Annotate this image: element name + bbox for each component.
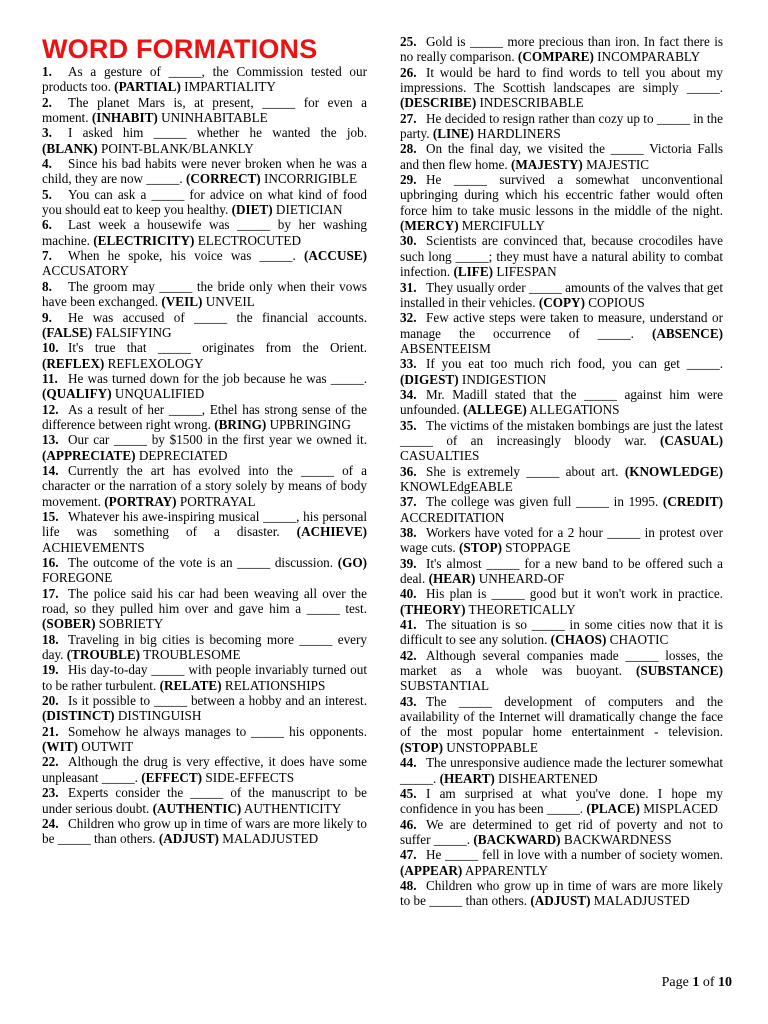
item-cue-word: (COPY) (538, 294, 585, 310)
exercise-item (42, 463, 367, 509)
page-title: WORD FORMATIONS (42, 34, 318, 64)
item-sentence: The college was given full _____ in 1995. (426, 494, 659, 510)
item-cue-word: (SOBER) (42, 616, 96, 632)
item-number: 5. (42, 186, 52, 202)
exercise-item (42, 156, 367, 187)
exercise-item (42, 279, 367, 310)
item-cue-word: (RELATE) (159, 677, 222, 693)
item-sentence: Gold is _____ more precious than iron. In fact there is no really comparison. (400, 34, 723, 65)
item-number: 19. (42, 662, 59, 678)
item-answer: APPARENTLY (464, 862, 549, 878)
exercise-item (400, 494, 723, 525)
item-answer: RELATIONSHIPS (224, 677, 326, 693)
item-sentence: She is extremely _____ about art. (426, 463, 619, 479)
item-sentence: He was accused of _____ the financial accounts. (68, 309, 367, 325)
item-cue-word: (LIFE) (453, 264, 494, 280)
exercise-item (42, 586, 367, 632)
left-column (42, 64, 367, 847)
item-number: 18. (42, 631, 59, 647)
item-sentence: They usually order _____ amounts of the valves that get installed in their vehicles. (400, 279, 724, 310)
right-column (400, 34, 723, 909)
item-sentence: When he spoke, his voice was _____. (68, 248, 296, 264)
item-number: 33. (400, 356, 417, 372)
item-cue-word: (BRING) (214, 416, 267, 432)
item-sentence: Currently the art has evolved into the _____ of a character or the narration of a story solely by means of body movement. (42, 462, 367, 509)
item-number: 31. (400, 279, 417, 295)
item-number: 3. (42, 125, 52, 141)
item-cue-word: (ELECTRICITY) (93, 232, 195, 248)
item-number: 44. (400, 755, 417, 771)
item-answer: UNHEARD-OF (478, 571, 565, 587)
item-sentence: You can ask a _____ for advice on what kind of food you should eat to keep you healthy. (42, 186, 367, 218)
item-answer: LIFESPAN (496, 264, 557, 280)
item-sentence: Scientists are convinced that, because crocodiles have such long _____; they must have a natural ability to combat infection. (400, 233, 723, 280)
item-answer: MERCIFULLY (461, 218, 545, 234)
item-number: 35. (400, 417, 417, 433)
exercise-item (42, 662, 367, 693)
item-answer: POINT-BLANK/BLANKLY (100, 140, 254, 156)
item-number: 10. (42, 340, 59, 356)
exercise-item (42, 509, 367, 555)
item-answer: STOPPAGE (505, 540, 571, 556)
exercise-item (42, 632, 367, 663)
item-answer: MALADJUSTED (222, 831, 319, 847)
item-answer: MALADJUSTED (593, 893, 690, 909)
exercise-item (400, 556, 723, 587)
exercise-item (42, 310, 367, 341)
item-sentence: Whatever his awe-inspiring musical _____, his personal life was something of a disaster. (42, 508, 367, 540)
item-sentence: Traveling in big cities is becoming more _____ every day. (42, 631, 367, 663)
item-sentence: Experts consider the _____ of the manuscript to be under serious doubt. (42, 785, 367, 816)
item-number: 4. (42, 156, 52, 172)
exercise-item (42, 371, 367, 402)
item-cue-word: (APPRECIATE) (42, 447, 136, 463)
exercise-item (42, 402, 367, 433)
exercise-item (42, 125, 367, 156)
item-number: 20. (42, 693, 59, 709)
item-answer: DEPRECIATED (138, 447, 228, 463)
item-cue-word: (EFFECT) (141, 769, 203, 785)
exercise-item (42, 555, 367, 586)
exercise-item (42, 217, 367, 248)
item-answer: INCORRIGIBLE (263, 171, 358, 187)
item-cue-word: (CASUAL) (659, 432, 723, 448)
item-sentence: Mr. Madill stated that the _____ against him were unfounded. (400, 386, 723, 418)
exercise-item (42, 95, 367, 126)
item-answer: SIDE-EFFECTS (205, 769, 295, 785)
item-sentence: If you eat too much rich food, you can get _____. (426, 356, 723, 372)
of-word: of (702, 975, 715, 990)
item-answer: UNQUALIFIED (114, 386, 205, 402)
item-sentence: It's true that _____ originates from the Orient. (68, 340, 367, 356)
item-answer: ACHIEVEMENTS (42, 539, 145, 555)
item-answer: BACKWARDNESS (563, 831, 672, 847)
item-number: 21. (42, 723, 59, 739)
item-cue-word: (THEORY) (400, 601, 466, 617)
item-cue-word: (TROUBLE) (66, 647, 141, 663)
item-answer: MISPLACED (643, 801, 718, 817)
item-sentence: As a gesture of _____, the Commission tested our products too. (42, 64, 367, 95)
item-number: 13. (42, 432, 59, 448)
item-answer: INDESCRIBABLE (479, 95, 584, 111)
item-answer: CHAOTIC (609, 632, 669, 648)
item-answer: UNSTOPPABLE (446, 739, 538, 755)
item-cue-word: (PORTRAY) (104, 493, 177, 509)
item-answer: ALLEGATIONS (529, 402, 620, 418)
item-answer: INCOMPARABLY (597, 49, 701, 65)
item-answer: THEORETICALLY (468, 601, 576, 617)
item-number: 28. (400, 141, 417, 157)
item-number: 22. (42, 754, 59, 770)
item-cue-word: (QUALIFY) (42, 386, 112, 402)
item-sentence: Our car _____ by $1500 in the first year we owned it. (68, 432, 367, 448)
item-sentence: Children who grow up in time of wars are more likely to be _____ than others. (42, 815, 367, 847)
exercise-item (400, 65, 723, 111)
item-answer: HARDLINERS (477, 126, 561, 142)
item-sentence: Although several companies made _____ losses, the market as a whole was buoyant. (400, 647, 723, 679)
item-sentence: On the final day, we visited the _____ Victoria Falls and then flew home. (400, 141, 723, 172)
item-sentence: The outcome of the vote is an _____ discussion. (68, 555, 334, 570)
item-cue-word: (CHAOS) (550, 632, 607, 648)
item-cue-word: (ADJUST) (530, 893, 591, 909)
exercise-item (42, 785, 367, 816)
item-answer: REFLEXOLOGY (107, 355, 204, 371)
item-cue-word: (ACHIEVE) (296, 524, 368, 540)
item-cue-word: (DESCRIBE) (400, 95, 477, 111)
item-number: 37. (400, 494, 417, 510)
item-answer: INDIGESTION (461, 371, 547, 387)
exercise-item (42, 187, 367, 218)
item-sentence: Since his bad habits were never broken when he was a child, they are now _____. (42, 156, 367, 187)
item-cue-word: (DIET) (231, 202, 273, 218)
item-cue-word: (GO) (337, 555, 367, 570)
item-number: 45. (400, 785, 417, 801)
item-cue-word: (APPEAR) (400, 862, 463, 878)
item-cue-word: (KNOWLEDGE) (624, 463, 723, 479)
exercise-item (400, 617, 723, 648)
item-sentence: It would be hard to find words to tell you about my impressions. The Scottish landscapes are simply _____. (400, 64, 723, 96)
item-number: 40. (400, 586, 417, 602)
item-cue-word: (LINE) (432, 126, 474, 142)
exercise-item (400, 464, 723, 495)
exercise-item (400, 387, 723, 418)
exercise-item (400, 648, 723, 694)
item-cue-word: (COMPARE) (517, 49, 594, 65)
exercise-item (400, 786, 723, 817)
item-number: 29. (400, 172, 417, 188)
item-sentence: The unresponsive audience made the lecturer somewhat _____. (400, 755, 723, 786)
exercise-item (400, 694, 723, 755)
exercise-item (400, 847, 723, 878)
item-number: 36. (400, 463, 417, 479)
item-sentence: The victims of the mistaken bombings are just the latest _____ of an increasingly bloody war. (400, 417, 723, 448)
item-cue-word: (CORRECT) (185, 171, 261, 187)
exercise-item (400, 356, 723, 387)
item-number: 39. (400, 555, 417, 571)
item-cue-word: (CREDIT) (662, 494, 723, 510)
item-cue-word: (ADJUST) (158, 831, 219, 847)
exercise-item (400, 172, 723, 233)
page-total: 10 (718, 975, 732, 990)
item-cue-word: (BACKWARD) (473, 831, 561, 847)
exercise-item (42, 693, 367, 724)
item-answer: FOREGONE (42, 570, 113, 586)
item-answer: MAJESTIC (586, 156, 650, 172)
item-number: 17. (42, 585, 59, 601)
exercise-item (400, 817, 723, 848)
item-answer: ACCUSATORY (42, 263, 129, 279)
item-number: 42. (400, 647, 417, 663)
item-answer: UNINHABITABLE (161, 110, 268, 126)
item-number: 11. (42, 370, 58, 386)
item-answer: PORTRAYAL (179, 493, 256, 509)
item-answer: ELECTROCUTED (197, 232, 301, 248)
item-sentence: Although the drug is very effective, it does have some unpleasant _____. (42, 754, 367, 785)
exercise-item (400, 525, 723, 556)
exercise-item (400, 755, 723, 786)
item-number: 38. (400, 525, 417, 540)
item-sentence: His plan is _____ good but it won't work in practice. (426, 586, 723, 602)
exercise-item (42, 816, 367, 847)
page-current: 1 (692, 975, 700, 990)
exercise-item (400, 280, 723, 311)
item-answer: DISTINGUISH (117, 708, 202, 724)
item-number: 8. (42, 278, 52, 294)
item-sentence: As a result of her _____, Ethel has strong sense of the difference between right wrong. (42, 401, 367, 432)
item-sentence: The _____ development of computers and the availability of the Internet will dramatically change the face of the most popular home entertainment - television. (400, 693, 723, 740)
item-sentence: The planet Mars is, at present, _____ for even a moment. (42, 94, 367, 126)
item-sentence: Last week a housewife was _____ by her washing machine. (42, 217, 367, 248)
page-word: Page (661, 975, 689, 990)
item-answer: IMPARTIALITY (184, 79, 276, 95)
item-answer: TROUBLESOME (143, 647, 241, 663)
item-answer: UNVEIL (205, 294, 255, 310)
item-cue-word: (ALLEGE) (463, 402, 527, 418)
item-cue-word: (BLANK) (42, 140, 98, 156)
item-sentence: The situation is so _____ in some cities now that it is difficult to see any solution. (400, 617, 723, 648)
item-number: 32. (400, 310, 417, 326)
exercise-item (400, 586, 723, 617)
item-sentence: He _____ fell in love with a number of society women. (426, 847, 723, 863)
item-cue-word: (ABSENCE) (651, 325, 724, 341)
item-number: 6. (42, 217, 52, 233)
item-cue-word: (STOP) (458, 540, 502, 556)
page-footer (662, 975, 732, 991)
item-sentence: Few active steps were taken to measure, understand or manage the occurrence of _____. (400, 310, 723, 341)
item-sentence: His day-to-day _____ with people invariably turned out to be rather turbulent. (42, 662, 367, 693)
item-cue-word: (WIT) (42, 739, 78, 755)
item-sentence: The police said his car had been weaving all over the road, so they pulled him over and gave him a _____ test. (42, 585, 367, 617)
item-number: 24. (42, 815, 59, 831)
exercise-item (400, 141, 723, 172)
item-answer: SOBRIETY (98, 616, 164, 632)
item-cue-word: (MERCY) (400, 218, 459, 234)
item-cue-word: (AUTHENTIC) (152, 800, 242, 816)
exercise-item (42, 432, 367, 463)
item-number: 43. (400, 693, 417, 709)
item-cue-word: (SUBSTANCE) (636, 663, 723, 679)
item-answer: SUBSTANTIAL (400, 678, 490, 694)
item-cue-word: (ACCUSE) (303, 248, 367, 264)
item-sentence: I am surprised at what you've done. I hope my confidence in you has been _____. (400, 785, 723, 817)
exercise-item (400, 233, 723, 279)
item-sentence: Children who grow up in time of wars are more likely to be _____ than others. (400, 877, 723, 909)
exercise-item (42, 724, 367, 755)
item-answer: COPIOUS (588, 294, 645, 310)
item-sentence: He decided to resign rather than cozy up to _____ in the party. (400, 110, 723, 142)
item-number: 7. (42, 248, 52, 264)
item-cue-word: (STOP) (400, 739, 443, 755)
exercise-item (400, 878, 723, 909)
item-number: 2. (42, 94, 52, 110)
item-cue-word: (DISTINCT) (42, 708, 115, 724)
item-number: 1. (42, 64, 52, 79)
item-cue-word: (HEART) (439, 770, 495, 786)
item-cue-word: (FALSE) (42, 324, 93, 340)
item-cue-word: (DIGEST) (400, 371, 459, 387)
item-number: 15. (42, 508, 59, 524)
exercise-item (400, 418, 723, 464)
item-sentence: The groom may _____ the bride only when their vows have been exchanged. (42, 278, 367, 310)
item-answer: FALSIFYING (95, 324, 172, 340)
item-number: 16. (42, 555, 59, 570)
exercise-item (400, 310, 723, 356)
item-number: 41. (400, 617, 417, 633)
item-cue-word: (REFLEX) (42, 355, 105, 371)
item-sentence: It's almost _____ for a new band to be offered such a deal. (400, 555, 723, 587)
item-number: 27. (400, 110, 417, 126)
item-number: 26. (400, 64, 417, 80)
item-answer: ACCREDITATION (400, 509, 505, 525)
item-number: 9. (42, 309, 52, 325)
exercise-item (42, 340, 367, 371)
item-cue-word: (PARTIAL) (114, 79, 181, 95)
exercise-item (400, 111, 723, 142)
item-sentence: I asked him _____ whether he wanted the job. (68, 125, 367, 141)
item-cue-word: (MAJESTY) (510, 156, 583, 172)
exercise-item (42, 248, 367, 279)
item-number: 46. (400, 816, 417, 832)
item-sentence: We are determined to get rid of poverty and not to suffer _____. (400, 816, 723, 847)
item-sentence: He _____ survived a somewhat unconventional upbringing during which his eccentric father would often force him to take music lessons in the middle of the night. (400, 172, 723, 218)
item-answer: UPBRINGING (269, 416, 351, 432)
item-number: 23. (42, 785, 59, 801)
item-answer: OUTWIT (81, 739, 134, 755)
exercise-item (42, 754, 367, 785)
exercise-item (400, 34, 723, 65)
item-answer: KNOWLEdgEABLE (400, 478, 513, 494)
item-answer: ABSENTEEISM (400, 340, 491, 356)
exercise-item (42, 64, 367, 95)
item-cue-word: (HEAR) (428, 571, 476, 587)
item-sentence: He was turned down for the job because he was _____. (68, 370, 367, 386)
item-sentence: Workers have voted for a 2 hour _____ in protest over wage cuts. (400, 525, 723, 556)
item-cue-word: (PLACE) (586, 801, 640, 817)
item-number: 48. (400, 877, 417, 893)
item-number: 30. (400, 233, 417, 249)
item-number: 34. (400, 386, 417, 402)
item-answer: DIETICIAN (275, 202, 343, 218)
item-number: 25. (400, 34, 417, 49)
item-sentence: Somehow he always manages to _____ his opponents. (68, 723, 367, 739)
item-answer: DISHEARTENED (498, 770, 598, 786)
item-cue-word: (INHABIT) (91, 110, 158, 126)
item-answer: AUTHENTICITY (243, 800, 342, 816)
item-number: 12. (42, 401, 59, 417)
item-cue-word: (VEIL) (161, 294, 203, 310)
item-sentence: Is it possible to _____ between a hobby and an interest. (68, 693, 367, 709)
item-number: 47. (400, 847, 417, 863)
item-answer: CASUALTIES (400, 448, 480, 464)
item-number: 14. (42, 462, 59, 478)
